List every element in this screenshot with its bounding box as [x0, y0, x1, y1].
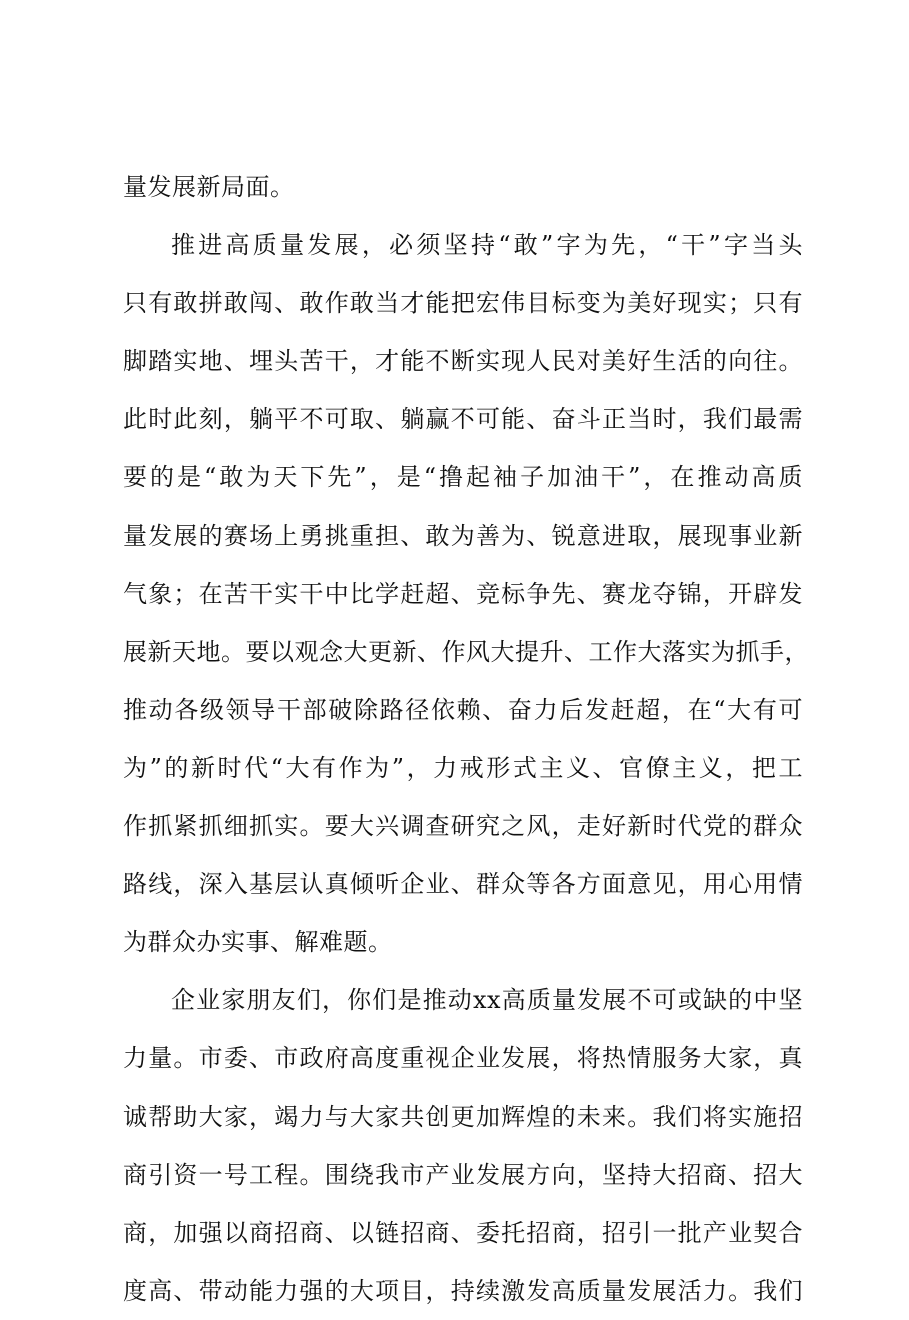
text-line: 作抓紧抓细抓实。要大兴调查研究之风，走好新时代党的群众: [123, 812, 803, 841]
document-body: [123, 158, 809, 1320]
text-line: 量发展的赛场上勇挑重担、敢为善为、锐意进取，展现事业新: [123, 521, 803, 550]
text-line: 商，加强以商招商、以链招商、委托招商，招引一批产业契合: [123, 1218, 803, 1247]
text-line: 为群众办实事、解难题。: [123, 928, 393, 957]
text-line: 展新天地。要以观念大更新、作风大提升、工作大落实为抓手，: [123, 637, 809, 666]
text-line: 路线，深入基层认真倾听企业、群众等各方面意见，用心用情: [123, 870, 803, 899]
text-line: 企业家朋友们，你们是推动xx高质量发展不可或缺的中坚: [171, 986, 803, 1015]
text-line: 只有敢拼敢闯、敢作敢当才能把宏伟目标变为美好现实；只有: [123, 289, 803, 318]
text-line: 度高、带动能力强的大项目，持续激发高质量发展活力。我们: [123, 1276, 803, 1305]
text-line: 此时此刻，躺平不可取、躺赢不可能、奋斗正当时，我们最需: [123, 405, 803, 434]
text-line: 推进高质量发展，必须坚持“敢”字为先，“干”字当头: [171, 231, 803, 260]
text-line: 力量。市委、市政府高度重视企业发展，将热情服务大家，真: [123, 1044, 803, 1073]
text-line: 要的是“敢为天下先”，是“撸起袖子加油干”，在推动高质: [123, 463, 803, 492]
text-line: 商引资一号工程。围绕我市产业发展方向，坚持大招商、招大: [123, 1160, 803, 1189]
text-line: 气象；在苦干实干中比学赶超、竞标争先、赛龙夺锦，开辟发: [123, 579, 803, 608]
text-line: 量发展新局面。: [123, 173, 295, 201]
text-line: 为”的新时代“大有作为”，力戒形式主义、官僚主义，把工: [123, 753, 803, 782]
text-line: 诚帮助大家，竭力与大家共创更加辉煌的未来。我们将实施招: [123, 1102, 803, 1131]
text-line: 推动各级领导干部破除路径依赖、奋力后发赶超，在“大有可: [123, 695, 803, 724]
text-line: 脚踏实地、埋头苦干，才能不断实现人民对美好生活的向往。: [123, 347, 803, 376]
